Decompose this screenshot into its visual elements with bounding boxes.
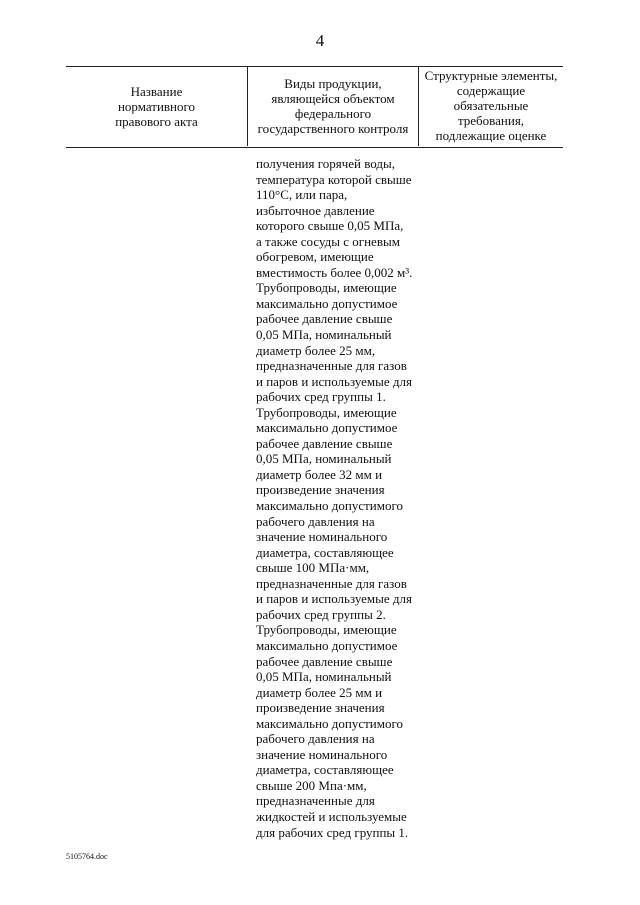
header-cell-act-name <box>66 66 247 146</box>
text-line: максимально допустимое <box>256 420 398 436</box>
text-line: обогревом, имеющие <box>256 249 374 265</box>
text-line: диаметр более 25 мм, <box>256 342 376 358</box>
header-text: государственного контроля <box>257 121 409 136</box>
text-line: рабочего давления на <box>256 513 375 529</box>
header-text: Виды продукции, <box>284 76 382 91</box>
page-number: 4 <box>315 31 325 50</box>
product-types-cell-text <box>256 156 421 840</box>
text-line: максимально допустимое <box>256 295 398 311</box>
text-line: свыше 100 МПа·мм, <box>256 560 370 576</box>
text-line: значение номинального <box>256 529 388 545</box>
text-line: для рабочих сред группы 1. <box>256 824 409 840</box>
text-line: 0,05 МПа, номинальный <box>256 451 392 467</box>
text-line: 110°С, или пара, <box>256 187 348 203</box>
header-text: содержащие <box>456 83 526 98</box>
text-line: Трубопроводы, имеющие <box>256 280 397 296</box>
text-line: диаметра, составляющее <box>256 762 394 778</box>
text-line: Трубопроводы, имеющие <box>256 622 397 638</box>
text-line: температура которой свыше <box>256 171 412 187</box>
text-line: максимально допустимое <box>256 637 398 653</box>
text-line: предназначенные для <box>256 793 375 809</box>
header-text: являющейся объектом <box>271 91 395 106</box>
text-line: максимально допустимого <box>256 715 403 731</box>
text-line: рабочего давления на <box>256 731 375 747</box>
header-text: правового акта <box>115 113 198 129</box>
text-line: которого свыше 0,05 МПа, <box>256 218 404 234</box>
text-line: жидкостей и используемые <box>256 808 407 824</box>
text-line: рабочее давление свыше <box>256 311 393 327</box>
text-line: значение номинального <box>256 746 388 762</box>
header-text: Структурные элементы, <box>424 68 558 83</box>
text-line: получения горячей воды, <box>256 156 396 171</box>
text-line: рабочих сред группы 2. <box>256 606 386 622</box>
text-line: вместимость более 0,002 м³. <box>256 264 413 280</box>
header-text: нормативного <box>117 98 196 114</box>
text-line: и паров и используемые для <box>256 591 412 607</box>
text-line: диаметр более 32 мм и <box>256 466 383 482</box>
header-cell-product-types <box>248 66 418 146</box>
text-line: избыточное давление <box>256 202 375 218</box>
header-text: требования, <box>457 113 525 128</box>
text-line: рабочее давление свыше <box>256 653 393 669</box>
text-line: а также сосуды с огневым <box>256 233 400 249</box>
text-line: диаметр более 25 мм и <box>256 684 383 700</box>
text-line: предназначенные для газов <box>256 575 407 591</box>
header-text: подлежащие оценке <box>435 128 547 143</box>
text-line: рабочих сред группы 1. <box>256 389 386 405</box>
text-line: рабочее давление свыше <box>256 435 393 451</box>
text-line: произведение значения <box>256 482 385 498</box>
text-line: Трубопроводы, имеющие <box>256 404 397 420</box>
header-cell-structural-elements <box>419 66 563 146</box>
header-text: Название <box>130 83 183 99</box>
header-text: федерального <box>294 106 372 121</box>
footer-filename: 5105764.doc <box>66 852 108 861</box>
header-text: обязательные <box>453 98 529 113</box>
text-line: и паров и используемые для <box>256 373 412 389</box>
text-line: 0,05 МПа, номинальный <box>256 327 392 343</box>
text-line: произведение значения <box>256 700 385 716</box>
text-line: свыше 200 Мпа·мм, <box>256 777 367 793</box>
text-line: 0,05 МПа, номинальный <box>256 669 392 685</box>
text-line: предназначенные для газов <box>256 358 407 374</box>
text-line: максимально допустимого <box>256 498 403 514</box>
text-line: диаметра, составляющее <box>256 544 394 560</box>
